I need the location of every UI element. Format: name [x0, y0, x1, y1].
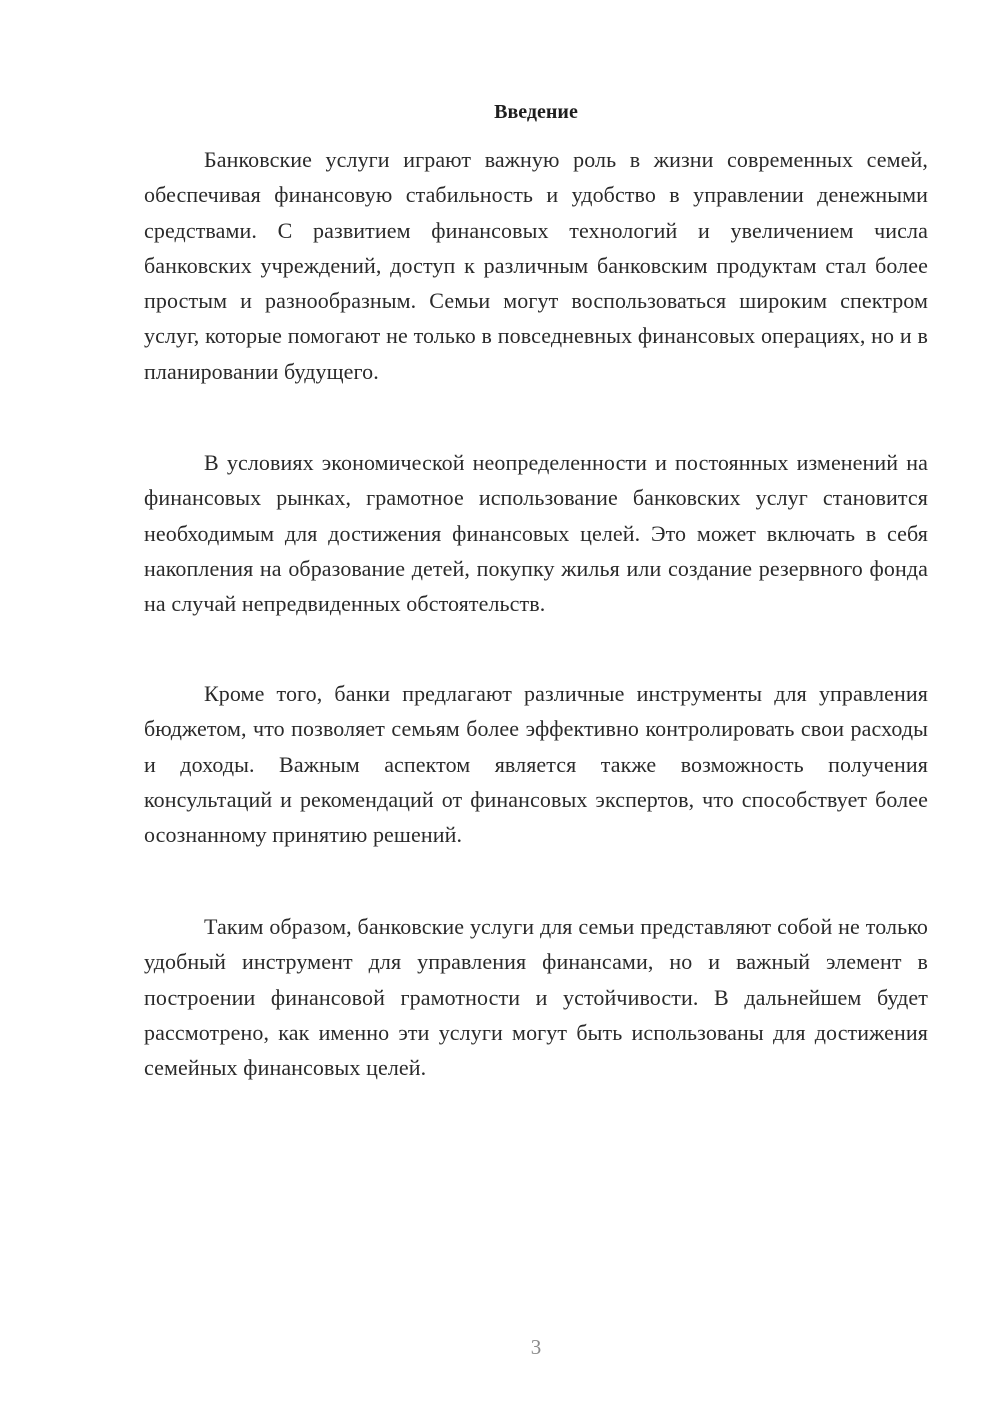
paragraph-1: Банковские услуги играют важную роль в жизни современных семей, обеспечивая финансовую стабильность и удобство в управлении денежными средствами. С развитием финансовых технологий и увеличением числа банковских учреждений, доступ к различным банковским продуктам стал более простым и разнообразным. Семьи могут воспользоваться широким спектром услуг, которые помогают не только в повседневных финансовых операциях, но и в планировании будущего. [144, 147, 928, 384]
page-number: 3 [530, 1335, 542, 1359]
paragraph-4: Таким образом, банковские услуги для семьи представляют собой не только удобный инструмент для управления финансами, но и важный элемент в построении финансовой грамотности и устойчивости. В дальнейшем будет рассмотрено, как именно эти услуги могут быть использованы для достижения семейных финансовых целей. [144, 914, 928, 1081]
paragraph-3: Кроме того, банки предлагают различные инструменты для управления бюджетом, что позволяет семьям более эффективно контролировать свои расходы и доходы. Важным аспектом является также возможность получения консультаций и рекомендаций от финансовых экспертов, что способствует более осознанному принятию решений. [144, 681, 928, 848]
section-heading: Введение [494, 101, 578, 123]
paragraph-2: В условиях экономической неопределенности и постоянных изменений на финансовых рынках, грамотное использование банковских услуг становится необходимым для достижения финансовых целей. Это может включать в себя накопления на образование детей, покупку жилья или создание резервного фонда на случай непредвиденных обстоятельств. [144, 450, 928, 617]
